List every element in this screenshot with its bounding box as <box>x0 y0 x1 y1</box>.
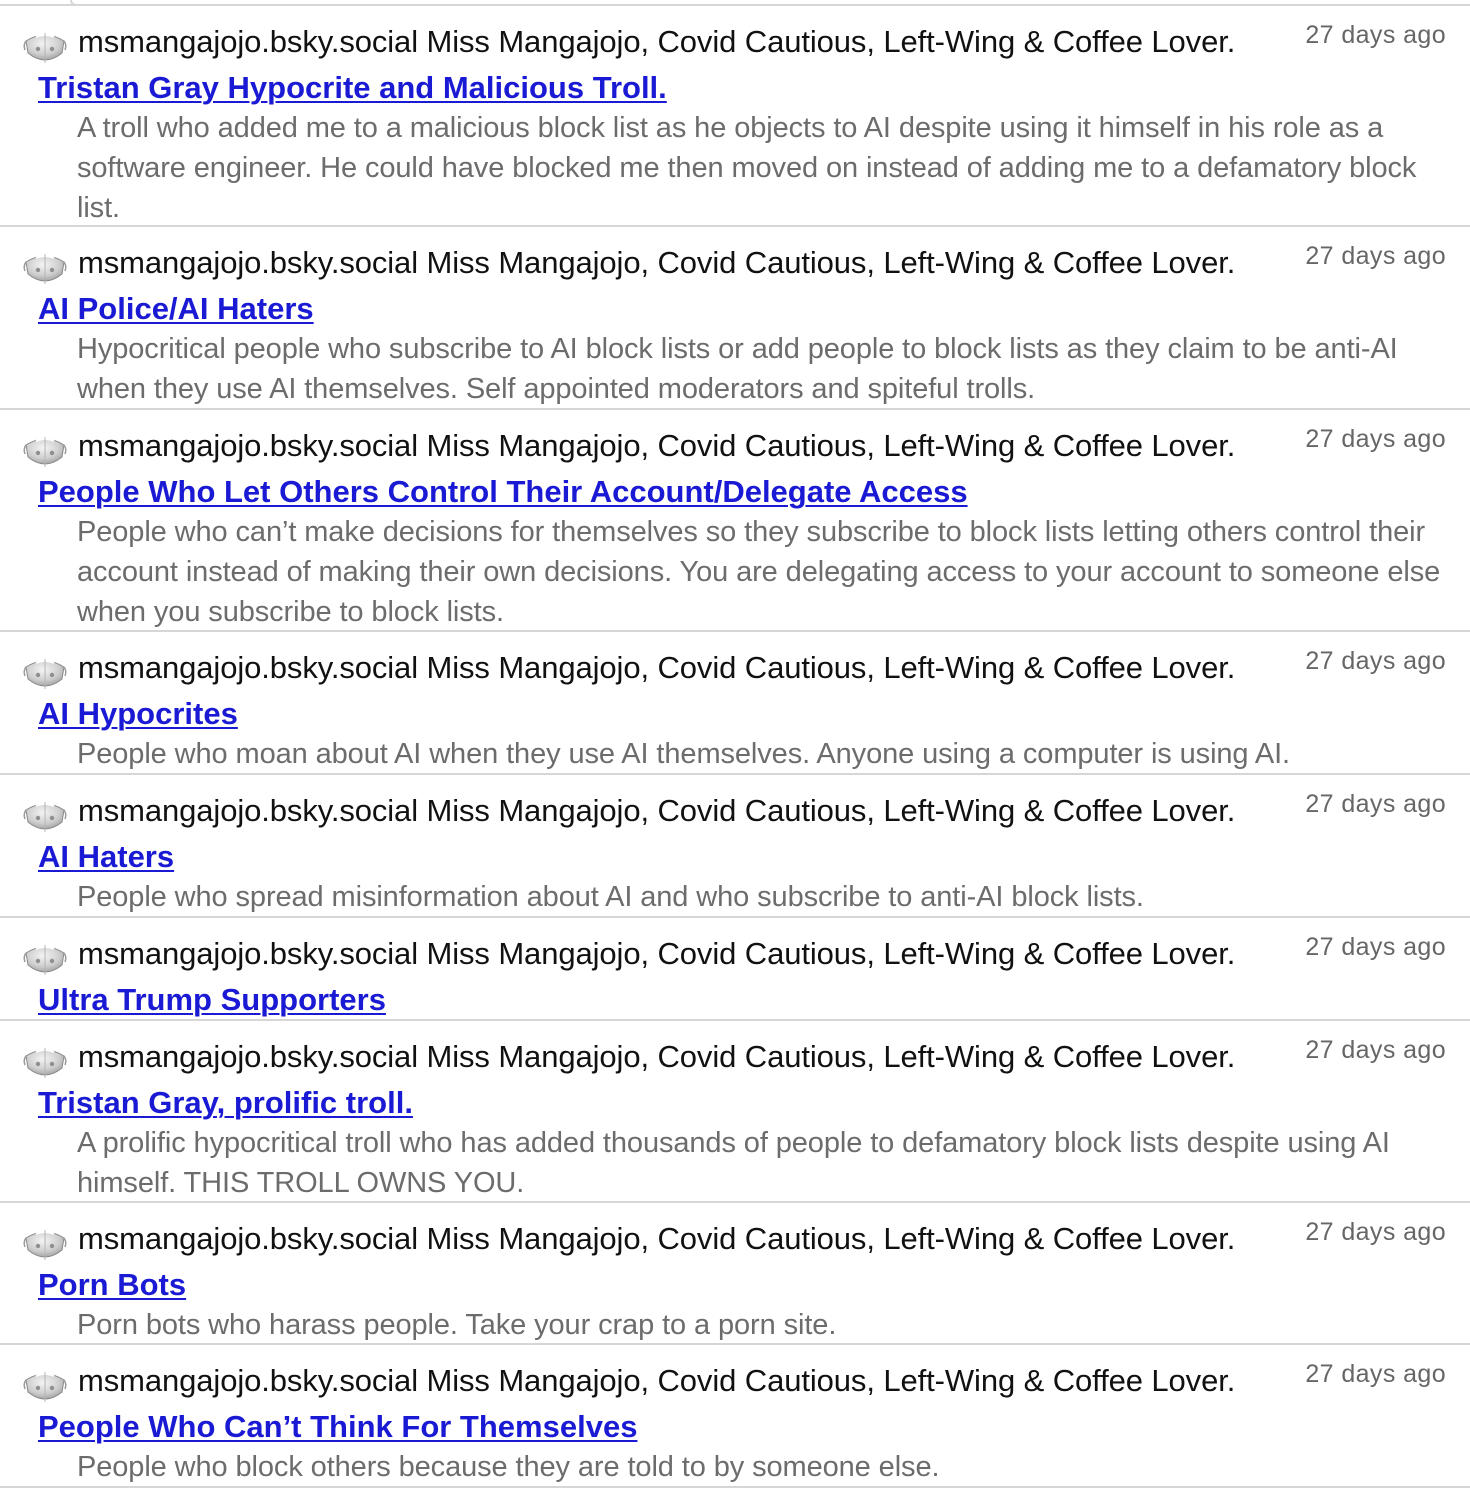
timestamp: 27 days ago <box>1305 790 1446 818</box>
author-display-name: Miss Mangajojo, Covid Cautious, Left-Wing & Coffee Lover. <box>426 24 1236 59</box>
face-mask-icon[interactable] <box>22 23 68 69</box>
list-title-link[interactable]: Tristan Gray Hypocrite and Malicious Troll. <box>38 70 667 105</box>
timestamp: 27 days ago <box>1305 1360 1446 1388</box>
list-item <box>0 227 1470 410</box>
list-title-link[interactable]: Tristan Gray, prolific troll. <box>38 1085 413 1120</box>
author-handle: msmangajojo.bsky.social <box>78 1039 418 1074</box>
list-description: People who moan about AI when they use AI themselves. Anyone using a computer is using AI. <box>77 738 1290 770</box>
list-description: Porn bots who harass people. Take your crap to a porn site. <box>77 1309 837 1341</box>
list-item <box>0 1021 1470 1203</box>
list-item <box>0 918 1470 1021</box>
list-title-link[interactable]: Porn Bots <box>38 1267 187 1302</box>
list-item <box>0 775 1470 918</box>
author-handle: msmangajojo.bsky.social <box>78 24 418 59</box>
author-handle: msmangajojo.bsky.social <box>78 650 418 685</box>
author-handle: msmangajojo.bsky.social <box>78 1363 418 1398</box>
timestamp: 27 days ago <box>1305 647 1446 675</box>
timestamp: 27 days ago <box>1305 1218 1446 1246</box>
author-handle: msmangajojo.bsky.social <box>78 245 418 280</box>
author-handle: msmangajojo.bsky.social <box>78 936 418 971</box>
list-description: A troll who added me to a malicious block list as he objects to AI despite using it himself in his role as a software engineer. He could have blocked me then moved on instead of adding me to a defamatory block list. <box>77 112 1417 224</box>
list-title-link[interactable]: People Who Let Others Control Their Account/Delegate Access <box>38 474 968 509</box>
author-display-name: Miss Mangajojo, Covid Cautious, Left-Wing & Coffee Lover. <box>426 1363 1236 1398</box>
author-display-name: Miss Mangajojo, Covid Cautious, Left-Wing & Coffee Lover. <box>426 1221 1236 1256</box>
author-byline[interactable] <box>78 426 1235 466</box>
list-item <box>0 410 1470 632</box>
list-description: People who block others because they are told to by someone else. <box>77 1451 940 1483</box>
list-title-link[interactable]: AI Police/AI Haters <box>38 291 314 326</box>
author-handle: msmangajojo.bsky.social <box>78 1221 418 1256</box>
author-byline[interactable] <box>78 243 1235 283</box>
author-byline[interactable] <box>78 934 1235 974</box>
face-mask-icon[interactable] <box>22 935 68 981</box>
list-title-link[interactable]: AI Haters <box>38 839 175 874</box>
list-item <box>0 1203 1470 1345</box>
timestamp: 27 days ago <box>1305 242 1446 270</box>
face-mask-icon[interactable] <box>22 649 68 695</box>
list-description: People who spread misinformation about AI and who subscribe to anti-AI block lists. <box>77 881 1144 913</box>
author-display-name: Miss Mangajojo, Covid Cautious, Left-Wing & Coffee Lover. <box>426 245 1236 280</box>
list-description: A prolific hypocritical troll who has added thousands of people to defamatory block lists despite using AI himself. THIS TROLL OWNS YOU. <box>77 1127 1390 1199</box>
author-handle: msmangajojo.bsky.social <box>78 793 418 828</box>
author-display-name: Miss Mangajojo, Covid Cautious, Left-Wing & Coffee Lover. <box>426 936 1236 971</box>
author-byline[interactable] <box>78 648 1235 688</box>
author-byline[interactable] <box>78 1361 1235 1401</box>
author-handle: msmangajojo.bsky.social <box>78 428 418 463</box>
author-display-name: Miss Mangajojo, Covid Cautious, Left-Wing & Coffee Lover. <box>426 1039 1236 1074</box>
author-display-name: Miss Mangajojo, Covid Cautious, Left-Wing & Coffee Lover. <box>426 650 1236 685</box>
timestamp: 27 days ago <box>1305 933 1446 961</box>
author-display-name: Miss Mangajojo, Covid Cautious, Left-Wing & Coffee Lover. <box>426 793 1236 828</box>
list-description: People who can’t make decisions for themselves so they subscribe to block lists letting others control their account instead of making their own decisions. You are delegating access to your account to someone else when you subscribe to block lists. <box>77 516 1441 628</box>
list-item <box>0 6 1470 227</box>
list-item <box>0 632 1470 775</box>
block-list-feed <box>0 6 1470 1488</box>
list-item <box>0 1345 1470 1488</box>
face-mask-icon[interactable] <box>22 1362 68 1408</box>
author-byline[interactable] <box>78 1219 1235 1259</box>
timestamp: 27 days ago <box>1305 21 1446 49</box>
author-byline[interactable] <box>78 22 1235 62</box>
face-mask-icon[interactable] <box>22 427 68 473</box>
face-mask-icon[interactable] <box>22 792 68 838</box>
timestamp: 27 days ago <box>1305 425 1446 453</box>
list-description: Hypocritical people who subscribe to AI block lists or add people to block lists as they claim to be anti-AI when they use AI themselves. Self appointed moderators and spiteful trolls. <box>77 333 1398 405</box>
face-mask-icon[interactable] <box>22 1038 68 1084</box>
author-byline[interactable] <box>78 1037 1235 1077</box>
face-mask-icon[interactable] <box>22 1220 68 1266</box>
list-title-link[interactable]: Ultra Trump Supporters <box>38 982 386 1017</box>
author-display-name: Miss Mangajojo, Covid Cautious, Left-Wing & Coffee Lover. <box>426 428 1236 463</box>
author-byline[interactable] <box>78 791 1235 831</box>
list-title-link[interactable]: AI Hypocrites <box>38 696 238 731</box>
face-mask-icon[interactable] <box>22 244 68 290</box>
list-title-link[interactable]: People Who Can’t Think For Themselves <box>38 1409 638 1444</box>
timestamp: 27 days ago <box>1305 1036 1446 1064</box>
